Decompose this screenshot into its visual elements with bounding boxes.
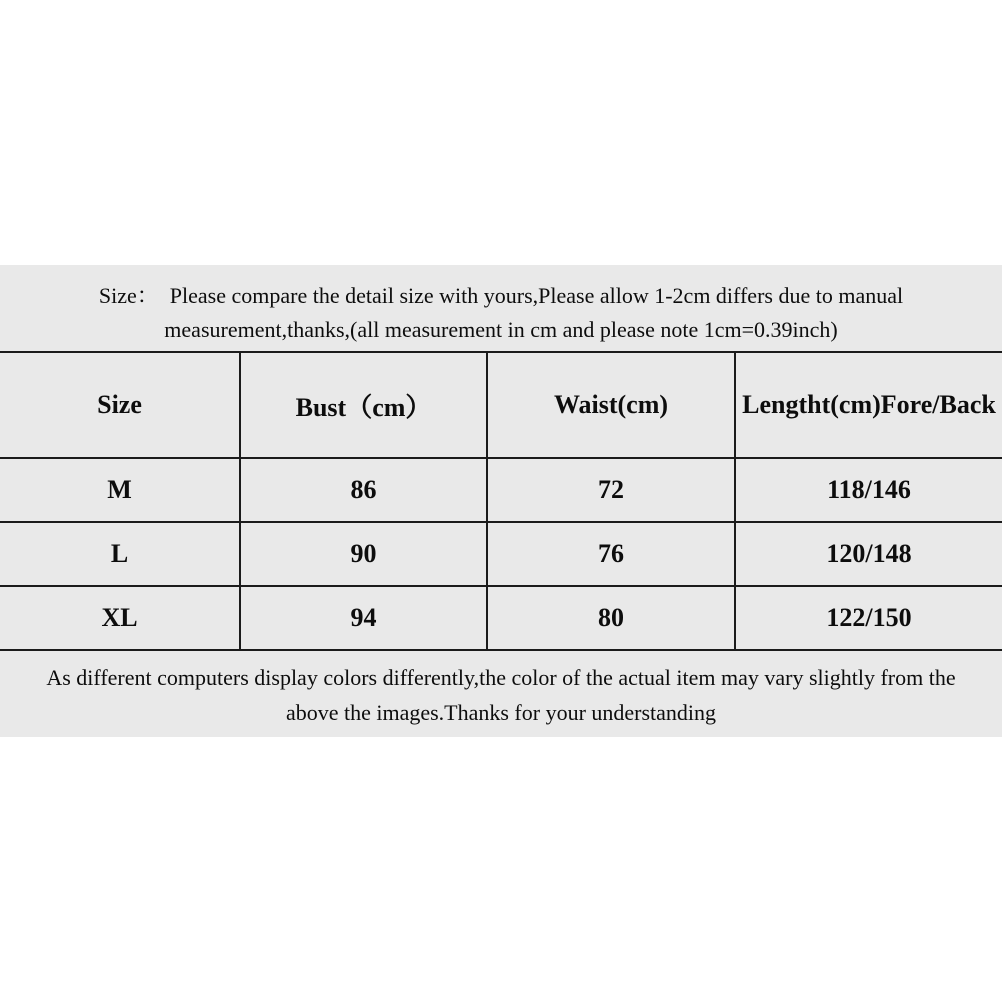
cell-waist-m: 72: [487, 458, 735, 522]
column-header-length: Lengtht(cm)Fore/Back: [735, 352, 1002, 458]
size-table-row-xl: [0, 586, 1002, 650]
cell-bust-m: 86: [240, 458, 487, 522]
column-header-bust: Bust（cm）: [240, 352, 487, 458]
cell-length-xl: 122/150: [735, 586, 1002, 650]
cell-length-m: 118/146: [735, 458, 1002, 522]
size-table-row-l: [0, 522, 1002, 586]
size-note: [0, 265, 1002, 347]
size-table-header-row: [0, 352, 1002, 458]
size-table-row-m: [0, 458, 1002, 522]
size-note-line-2: measurement,thanks,(all measurement in cm and please note 1cm=0.39inch): [164, 317, 838, 342]
size-note-line-1: Size： Please compare the detail size with yours,Please allow 1-2cm differs due to manual: [98, 283, 904, 308]
cell-size-m: M: [0, 458, 240, 522]
column-header-waist: Waist(cm): [487, 352, 735, 458]
cell-waist-l: 76: [487, 522, 735, 586]
size-info-panel: [0, 265, 1002, 737]
size-table: [0, 351, 1002, 651]
color-disclaimer-line-2: above the images.Thanks for your understanding: [285, 700, 717, 725]
color-disclaimer-line-1: As different computers display colors differently,the color of the actual item may vary slightly from the: [46, 665, 956, 690]
cell-size-xl: XL: [0, 586, 240, 650]
cell-bust-l: 90: [240, 522, 487, 586]
cell-size-l: L: [0, 522, 240, 586]
color-disclaimer: [0, 651, 1002, 730]
cell-bust-xl: 94: [240, 586, 487, 650]
cell-length-l: 120/148: [735, 522, 1002, 586]
cell-waist-xl: 80: [487, 586, 735, 650]
column-header-size: Size: [0, 352, 240, 458]
